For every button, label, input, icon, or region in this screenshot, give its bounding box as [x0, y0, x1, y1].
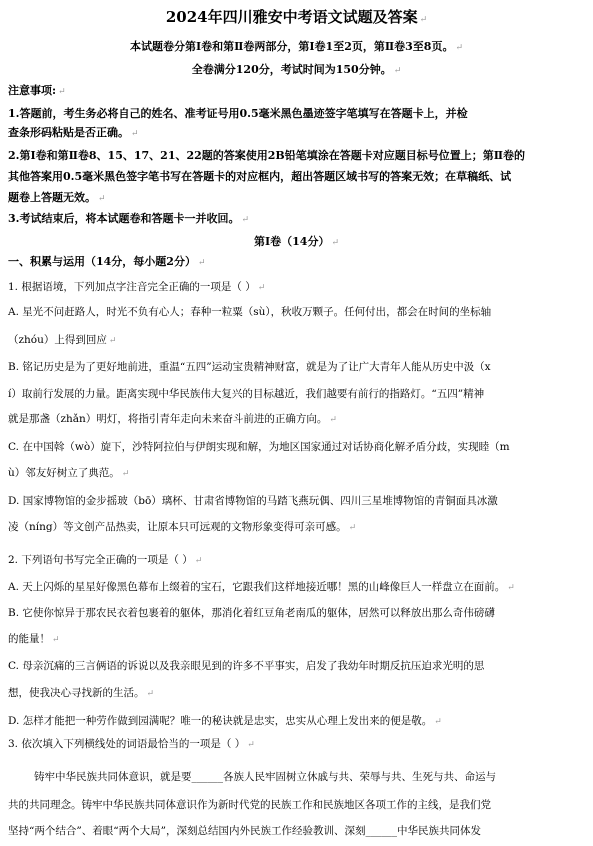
q1-option-c-line-2: ù）邻友好树立了典范。 ↵: [8, 467, 130, 479]
paragraph-mark: ↵: [121, 469, 130, 479]
paragraph-mark: ↵: [197, 258, 206, 268]
paragraph-mark: ↵: [131, 129, 139, 139]
q1-option-a-line-2: （zhóu）上得到回应 ↵: [8, 334, 117, 346]
note-3: 3.考试结束后，将本试题卷和答题卡一并收回。 ↵: [8, 212, 250, 225]
passage-line-1: 铸牢中华民族共同体意识，就是要______各族人民牢固树立休戚与共、荣辱与共、生死与共、命运与: [34, 771, 496, 783]
q1-option-b-line-2: í）取前行发展的力量。距离实现中华民族伟大复兴的目标越近，我们越要有前行的指路灯。“五四”精神: [8, 388, 485, 400]
q1-option-d-line-1: D. 国家博物馆的金步摇玻（bō）璃杯、甘肃省博物馆的马踏飞燕玩偶、四川三星堆博物馆的青铜面具冰激: [8, 495, 498, 507]
note-2-line-3: 题卷上答题无效。 ↵: [8, 191, 106, 204]
paragraph-mark: ↵: [108, 336, 117, 346]
passage-line-2: 共的共同理念。铸牢中华民族共同体意识作为新时代党的民族工作和民族地区各项工作的主线，是我们党: [8, 799, 491, 811]
paragraph-mark: ↵: [194, 556, 203, 566]
paragraph-mark: ↵: [331, 238, 339, 248]
q2-option-c-line-2: 想，使我决心寻找新的生活。 ↵: [8, 687, 155, 699]
paragraph-mark: ↵: [146, 689, 155, 699]
note-1-line-1: 1.答题前，考生务必将自己的姓名、准考证号用0.5毫米黑色墨迹签字笔填写在答题卡上，并检: [8, 107, 468, 120]
paragraph-mark: ↵: [58, 87, 66, 97]
q1-option-a-line-1: A. 星光不问赶路人，时光不负有心人；春种一粒粟（sù），秋收万颗子。任何付出，都会在时间的坐标轴: [8, 306, 492, 318]
q2-option-b-line-1: B. 它使你惊异于那农民衣着包裹着的躯体，那消化着红豆角老南瓜的躯体，居然可以释放出那么奇伟磅礴: [8, 607, 495, 619]
notes-heading: 注意事项: ↵: [8, 84, 66, 97]
paragraph-mark: ↵: [247, 740, 255, 750]
document-title: 2024年四川雅安中考语文试题及答案 ↵: [165, 8, 428, 26]
q1-option-b-line-3: 就是那盏（zhǎn）明灯，将指引青年走向未来奋斗前进的正确方向。 ↵: [8, 413, 337, 425]
paragraph-mark: ↵: [257, 283, 266, 293]
part-1-heading: 第Ⅰ卷（14分） ↵: [254, 235, 339, 248]
paragraph-mark: ↵: [507, 583, 515, 593]
question-1: 1. 根据语境，下列加点字注音完全正确的一项是（ ） ↵: [8, 281, 266, 293]
q2-option-b-line-2: 的能量！ ↵: [8, 633, 60, 645]
section-1-heading: 一、积累与运用（14分，每小题2分） ↵: [8, 255, 206, 268]
q1-option-c-line-1: C. 在中国斡（wò）旋下，沙特阿拉伯与伊朗实现和解，为地区国家通过对话协商化解矛盾分歧，实现睦（m: [8, 441, 510, 453]
paragraph-mark: ↵: [434, 717, 442, 727]
intro-line-2: 全卷满分120分，考试时间为150分钟。 ↵: [191, 63, 402, 76]
q2-option-a: A. 天上闪烁的星星好像黑色幕布上缀着的宝石，它跟我们这样地接近哪！黑的山峰像巨人一样盘立在面前。 ↵: [8, 581, 515, 593]
note-2-line-2: 其他答案用0.5毫米黑色签字笔书写在答题卡的对应框内，超出答题区域书写的答案无效；在草稿纸、试: [8, 170, 512, 183]
paragraph-mark: ↵: [241, 215, 250, 225]
paragraph-mark: ↵: [329, 415, 337, 425]
q1-option-d-line-2: 凌（níng）等文创产品热卖，让原本只可远观的文物形象变得可亲可感。 ↵: [8, 521, 357, 533]
passage-line-3: 坚持“两个结合”、着眼“两个大局”，深刻总结国内外民族工作经验教训、深刻______中华民族共同体发: [8, 825, 481, 837]
intro-line-1: 本试题卷分第Ⅰ卷和第Ⅱ卷两部分，第Ⅰ卷1至2页，第Ⅱ卷3至8页。 ↵: [130, 40, 463, 53]
q2-option-c-line-1: C. 母亲沉痛的三言俩语的诉说以及我亲眼见到的许多不平事实，启发了我幼年时期反抗压迫求光明的思: [8, 660, 485, 672]
paragraph-mark: ↵: [348, 523, 357, 533]
paragraph-mark: ↵: [52, 635, 60, 645]
paragraph-mark: ↵: [393, 66, 402, 76]
paragraph-mark: ↵: [455, 43, 463, 53]
q2-option-d: D. 怎样才能把一种劳作做到园满呢？唯一的秘诀就是忠实，忠实从心理上发出来的便是敬。 ↵: [8, 715, 442, 727]
note-1-line-2: 查条形码粘贴是否正确。 ↵: [8, 126, 139, 139]
question-3: 3. 依次填入下列横线处的词语最恰当的一项是（ ） ↵: [8, 738, 255, 750]
q1-option-b-line-1: B. 铭记历史是为了更好地前进，重温“五四”运动宝贵精神财富，就是为了让广大青年人能从历史中汲（x: [8, 361, 491, 373]
question-2: 2. 下列语句书写完全正确的一项是（ ） ↵: [8, 554, 203, 566]
note-2-line-1: 2.第Ⅰ卷和第Ⅱ卷8、15、17、21、22题的答案使用2B铅笔填涂在答题卡对应题目标号位置上；第Ⅱ卷的: [8, 149, 526, 162]
paragraph-mark: ↵: [98, 194, 106, 204]
paragraph-mark: ↵: [419, 15, 428, 25]
